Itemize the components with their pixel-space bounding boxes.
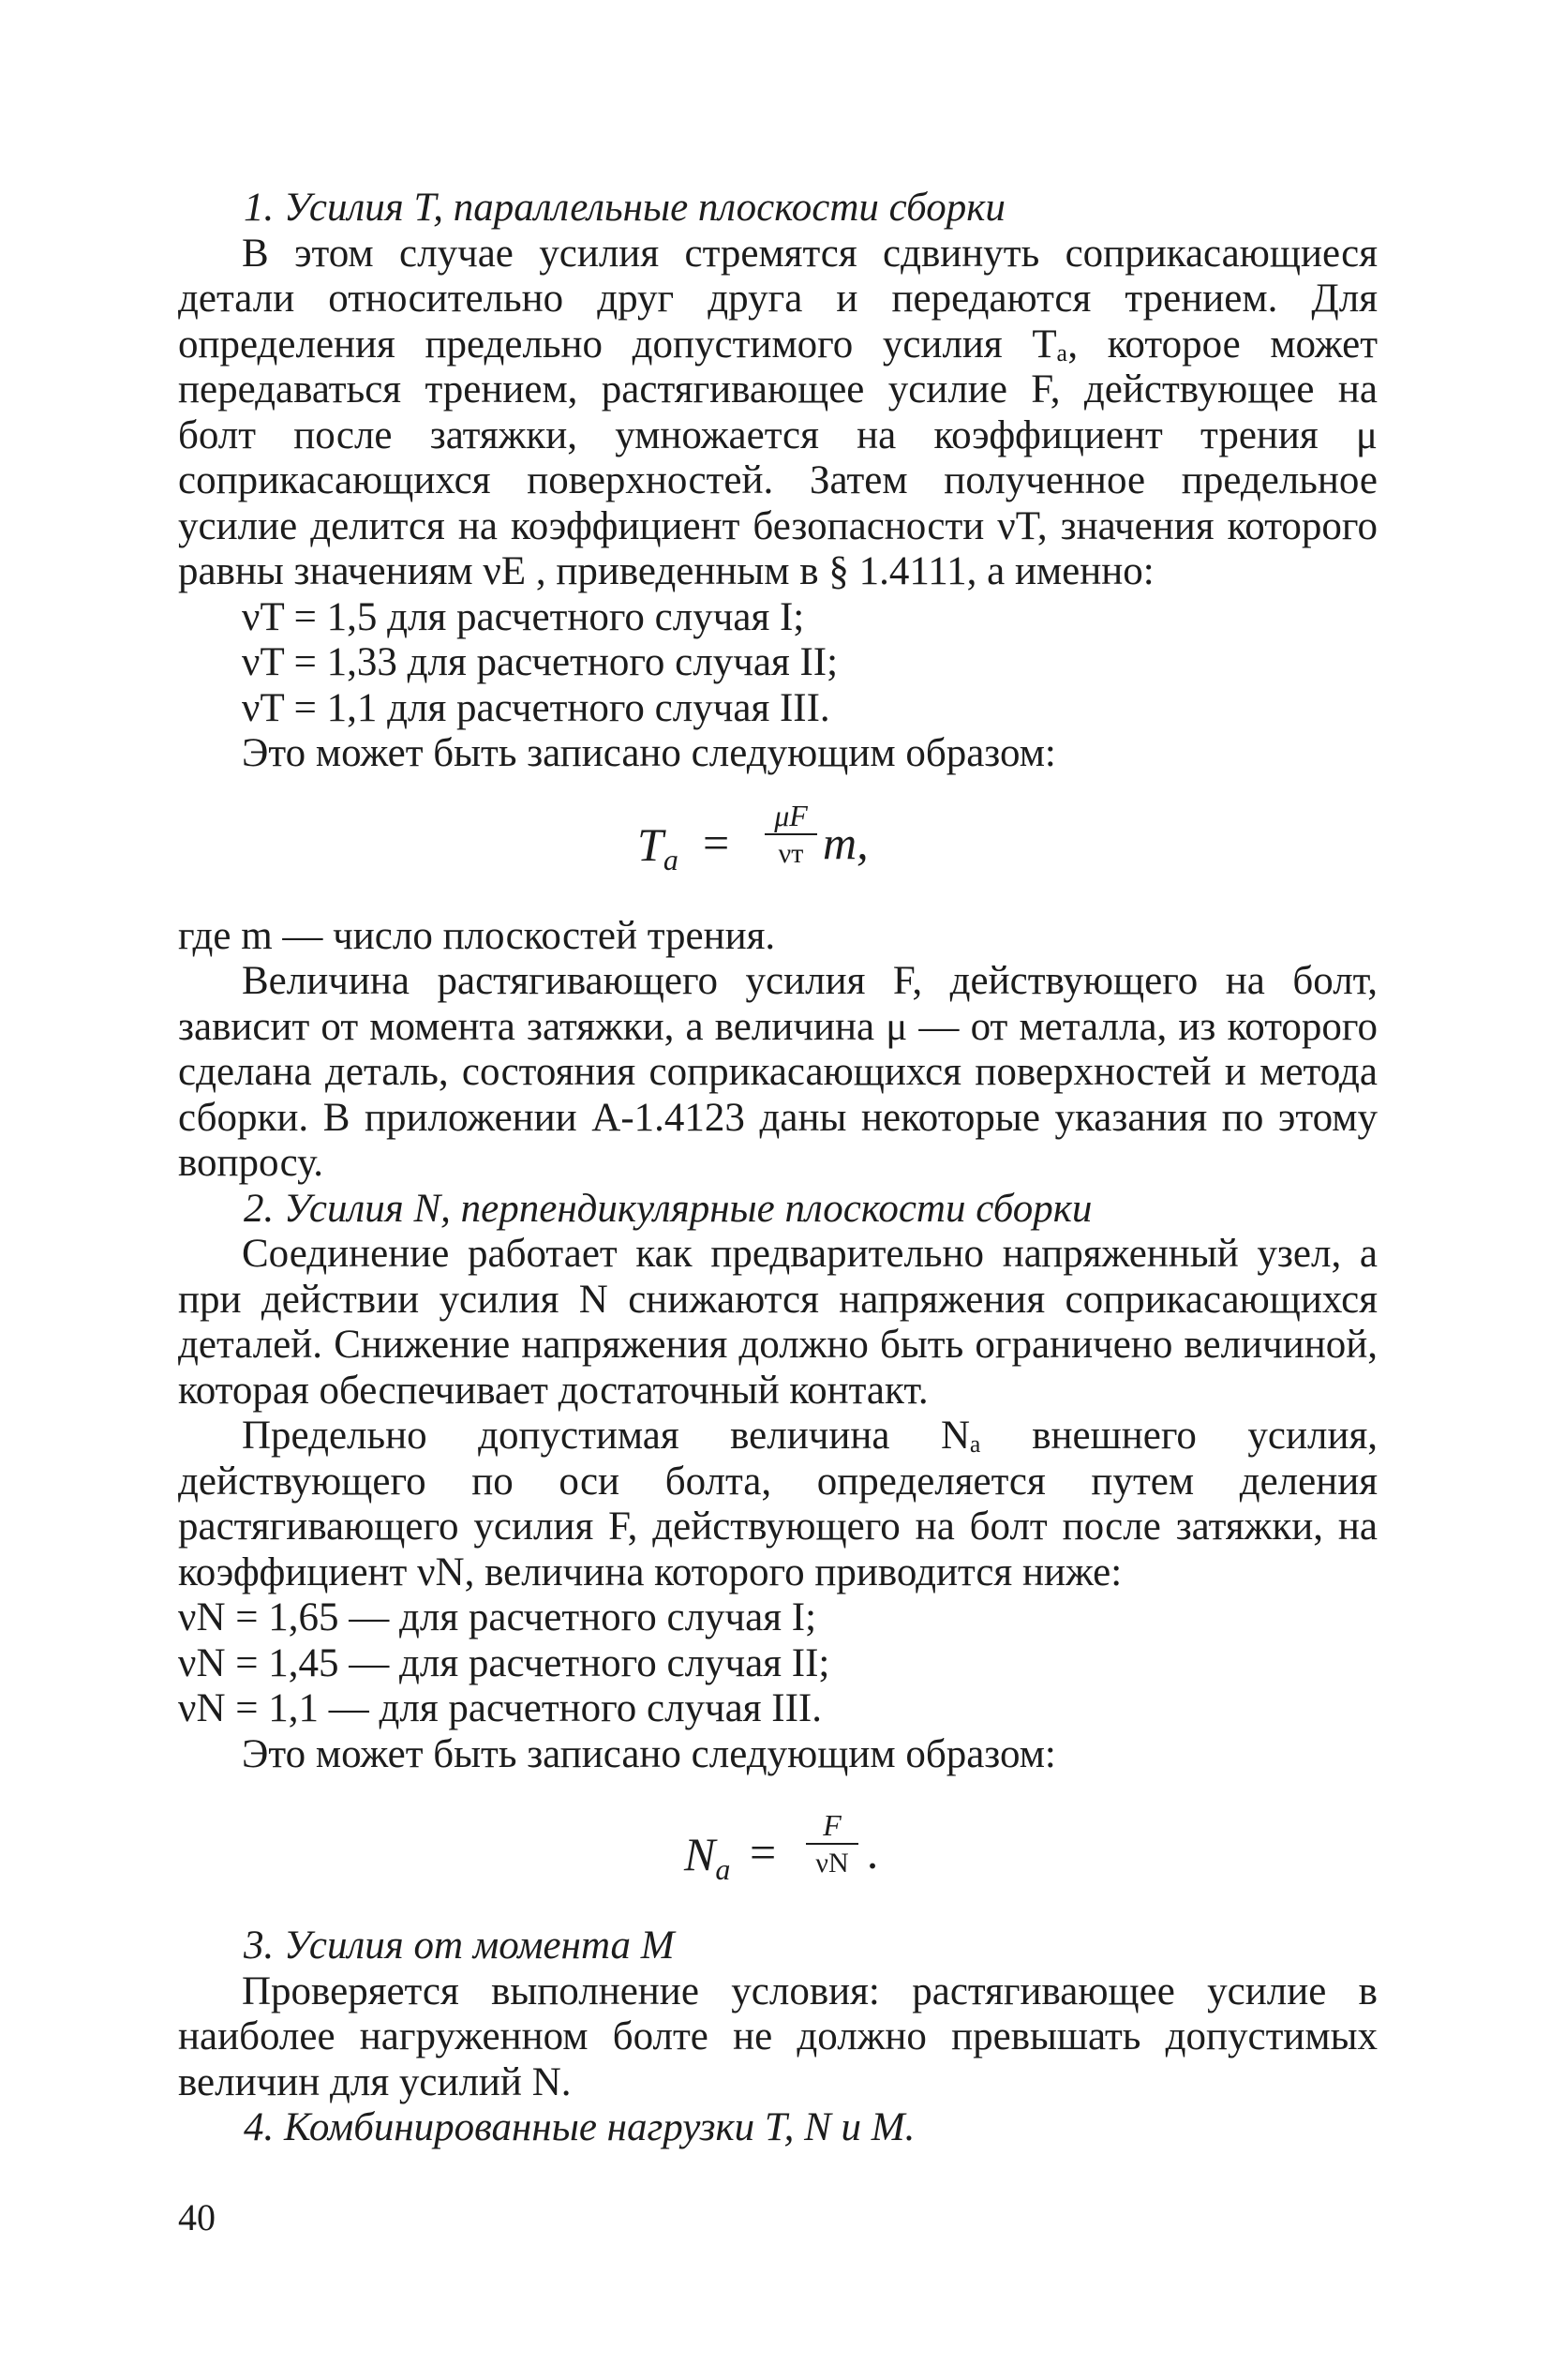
- formula-fraction: [806, 1809, 858, 1879]
- formula-rhs: m,: [823, 816, 869, 869]
- value-line: νT = 1,1 для расчетного случая III.: [242, 685, 830, 730]
- value-line: νN = 1,45 — для расчетного случая II;: [178, 1640, 830, 1685]
- value-line: νN = 1,65 — для расчетного случая I;: [178, 1595, 817, 1639]
- page-number: 40: [178, 2196, 216, 2238]
- section-1-heading: 1. Усилия T, параллельные плоскости сборки: [244, 186, 1006, 230]
- value-line: νT = 1,5 для расчетного случая I;: [242, 594, 805, 639]
- formula-intro: Это может быть записано следующим образом:: [242, 1731, 1056, 1776]
- section-3-paragraph: Проверяется выполнение условия: растягивающее усилие в наиболее нагруженном болте не должно превышать допустимых величин для усилий N.: [178, 1968, 1378, 2104]
- page-text: [178, 186, 1378, 2151]
- section-1-paragraph: В этом случае усилия стремятся сдвинуть соприкасающиеся детали относительно друг друга и передаются трением. Для определения предельно допустимого усилия Tₐ, которое может передаваться трением, растягивающее усилие F, действующее на болт после затяжки, умножается на коэффициент трения μ соприкасающихся поверхностей. Затем полученное предельное усилие делится на коэффициент безопасности νT, значения которого равны значениям νE , приведенным в § 1.4111, а именно:: [178, 231, 1378, 593]
- formula-denominator: νт: [778, 837, 804, 869]
- formula-ta: [178, 783, 1378, 914]
- section-2-paragraph-2: Предельно допустимая величина Nₐ внешнего усилия, действующего по оси болта, определяется путем деления растягивающего усилия F, действующего на болт после затяжки, на коэффициент νN, величина которого приводится ниже:: [178, 1414, 1378, 1594]
- formula-numerator: μF: [774, 798, 808, 832]
- formula-equals: =: [703, 816, 730, 869]
- section-4-heading: 4. Комбинированные нагрузки T, N и M.: [244, 2105, 916, 2149]
- formula-na: [178, 1783, 1378, 1923]
- formula-numerator: F: [823, 1808, 842, 1842]
- formula-rhs: .: [868, 1826, 880, 1879]
- section-3-heading: 3. Усилия от момента M: [244, 1923, 675, 1968]
- fraction-bar: [806, 1843, 858, 1845]
- formula-denominator: νN: [815, 1848, 849, 1879]
- section-2-heading: 2. Усилия N, перпендикулярные плоскости сборки: [244, 1186, 1093, 1231]
- formula-intro: Это может быть записано следующим образом:: [242, 731, 1056, 775]
- value-line: νN = 1,1 — для расчетного случая III.: [178, 1686, 822, 1730]
- formula-explanation: где m — число плоскостей трения.: [178, 913, 776, 958]
- formula-lhs: $N_a$: [684, 1828, 731, 1886]
- formula-lhs: $T_a$: [637, 817, 678, 876]
- section-1-paragraph-2: Величина растягивающего усилия F, действующего на болт, зависит от момента затяжки, а величина μ — от металла, из которого сделана деталь, состояния соприкасающихся поверхностей и метода сборки. В приложении A-1.4123 даны некоторые указания по этому вопросу.: [178, 959, 1378, 1185]
- section-2-paragraph: Соединение работает как предварительно напряженный узел, а при действии усилия N снижаются напряжения соприкасающихся деталей. Снижение напряжения должно быть ограничено величиной, которая обеспечивает достаточный контакт.: [178, 1232, 1378, 1413]
- formula-equals: =: [750, 1826, 777, 1879]
- value-line: νT = 1,33 для расчетного случая II;: [242, 640, 839, 684]
- fraction-bar: [765, 833, 817, 835]
- formula-fraction: [765, 800, 817, 869]
